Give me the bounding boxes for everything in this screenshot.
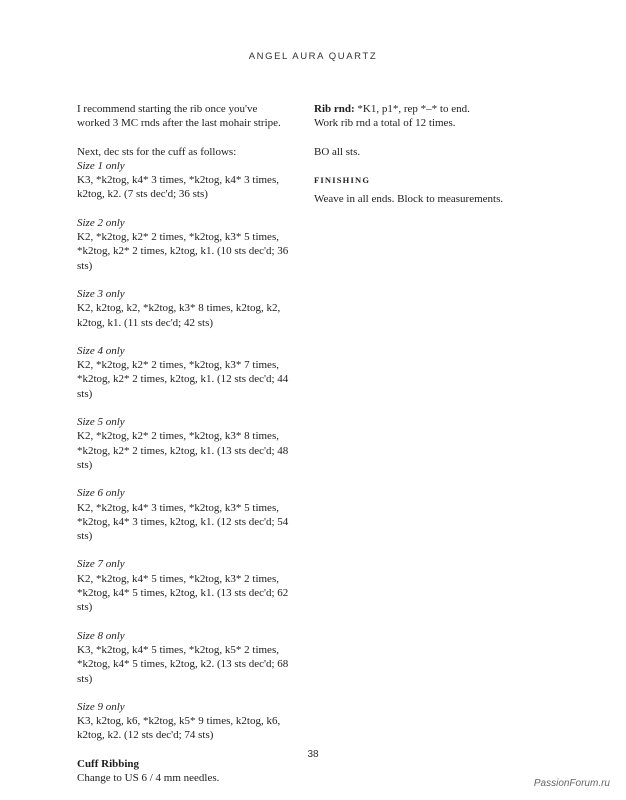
size-label: Size 6 only — [77, 487, 125, 500]
size-label: Size 9 only — [77, 700, 125, 713]
rib-round-repeat: Work rib rnd a total of 12 times. — [314, 117, 456, 130]
size-block — [77, 216, 299, 273]
instruction-line: *k2tog, k4* 3 times, k2tog, k1. (12 sts dec'd; 54 sts) — [77, 515, 289, 543]
instruction-line: K2, *k2tog, k4* 3 times, *k2tog, k3* 5 times, — [77, 501, 279, 514]
intro-line: worked 3 MC rnds after the last mohair stripe. — [77, 117, 281, 130]
cuff-ribbing-text: Change to US 6 / 4 mm needles. — [77, 771, 220, 784]
size-instructions — [77, 301, 299, 330]
instruction-line: *k2tog, k2* 2 times, k2tog, k1. (12 sts dec'd; 44 sts) — [77, 373, 289, 400]
size-label: Size 3 only — [77, 287, 125, 300]
rib-round-text: *K1, p1*, rep *–* to end. — [354, 103, 470, 115]
intro-line: I recommend starting the rib once you've — [77, 103, 258, 115]
instruction-line: k2tog, k2. (12 sts dec'd; 74 sts) — [77, 729, 214, 742]
size-block — [77, 415, 299, 472]
size-instructions — [77, 173, 299, 202]
rib-round-label: Rib rnd: — [314, 103, 355, 115]
size-instructions — [77, 572, 299, 615]
size-label: Size 4 only — [77, 344, 125, 357]
size-instructions — [77, 643, 299, 686]
size-instructions — [77, 501, 299, 544]
instruction-line: *k2tog, k2* 2 times, k2tog, k1. (13 sts dec'd; 48 sts) — [77, 444, 289, 471]
size-label: Size 8 only — [77, 629, 125, 642]
size-label: Size 5 only — [77, 416, 125, 429]
instruction-line: *k2tog, k2* 2 times, k2tog, k1. (10 sts dec'd; 36 sts) — [77, 245, 289, 272]
instruction-line: *k2tog, k4* 5 times, k2tog, k2. (13 sts dec'd; 68 sts) — [77, 658, 289, 685]
instruction-line: K2, *k2tog, k4* 5 times, *k2tog, k3* 2 times, — [77, 572, 279, 585]
finishing-heading: FINISHING — [314, 174, 371, 185]
instruction-line: K2, *k2tog, k2* 2 times, *k2tog, k3* 8 times, — [77, 430, 279, 443]
instruction-line: k2tog, k2. (7 sts dec'd; 36 sts) — [77, 188, 208, 201]
instruction-line: K2, *k2tog, k2* 2 times, *k2tog, k3* 7 times, — [77, 359, 279, 372]
size-instructions — [77, 429, 299, 472]
instruction-line: K3, *k2tog, k4* 3 times, *k2tog, k4* 3 times, — [77, 174, 279, 187]
size-block — [77, 344, 299, 401]
size-block — [77, 159, 299, 202]
size-instructions — [77, 714, 299, 743]
cuff-ribbing-heading: Cuff Ribbing — [77, 757, 140, 770]
instruction-line: K2, k2tog, k2, *k2tog, k3* 8 times, k2tog, k2, — [77, 302, 281, 315]
intro-paragraph — [77, 102, 299, 131]
instruction-line: K3, *k2tog, k4* 5 times, *k2tog, k5* 2 times, — [77, 643, 279, 656]
page-header: ANGEL AURA QUARTZ — [248, 51, 378, 62]
finishing-text: Weave in all ends. Block to measurements. — [314, 193, 504, 206]
size-block — [77, 557, 299, 614]
instruction-line: k2tog, k1. (11 sts dec'd; 42 sts) — [77, 316, 214, 329]
size-block — [77, 486, 299, 543]
instruction-line: K3, k2tog, k6, *k2tog, k5* 9 times, k2tog, k6, — [77, 715, 281, 728]
left-column — [77, 102, 299, 785]
watermark: PassionForum.ru — [533, 778, 610, 789]
instruction-line: *k2tog, k4* 5 times, k2tog, k1. (13 sts dec'd; 62 sts) — [77, 587, 289, 614]
rib-round-paragraph — [314, 102, 564, 131]
size-block — [77, 629, 299, 686]
size-instructions — [77, 230, 299, 273]
size-instructions — [77, 358, 299, 401]
size-label: Size 7 only — [77, 558, 125, 571]
bind-off-text: BO all sts. — [314, 145, 361, 158]
instruction-line: K2, *k2tog, k2* 2 times, *k2tog, k3* 5 times, — [77, 231, 279, 244]
size-label: Size 2 only — [77, 216, 125, 229]
next-paragraph: Next, dec sts for the cuff as follows: — [77, 145, 237, 158]
size-label: Size 1 only — [77, 159, 125, 172]
size-block — [77, 700, 299, 743]
right-column — [314, 102, 564, 206]
size-block — [77, 287, 299, 330]
page-number: 38 — [307, 749, 319, 760]
